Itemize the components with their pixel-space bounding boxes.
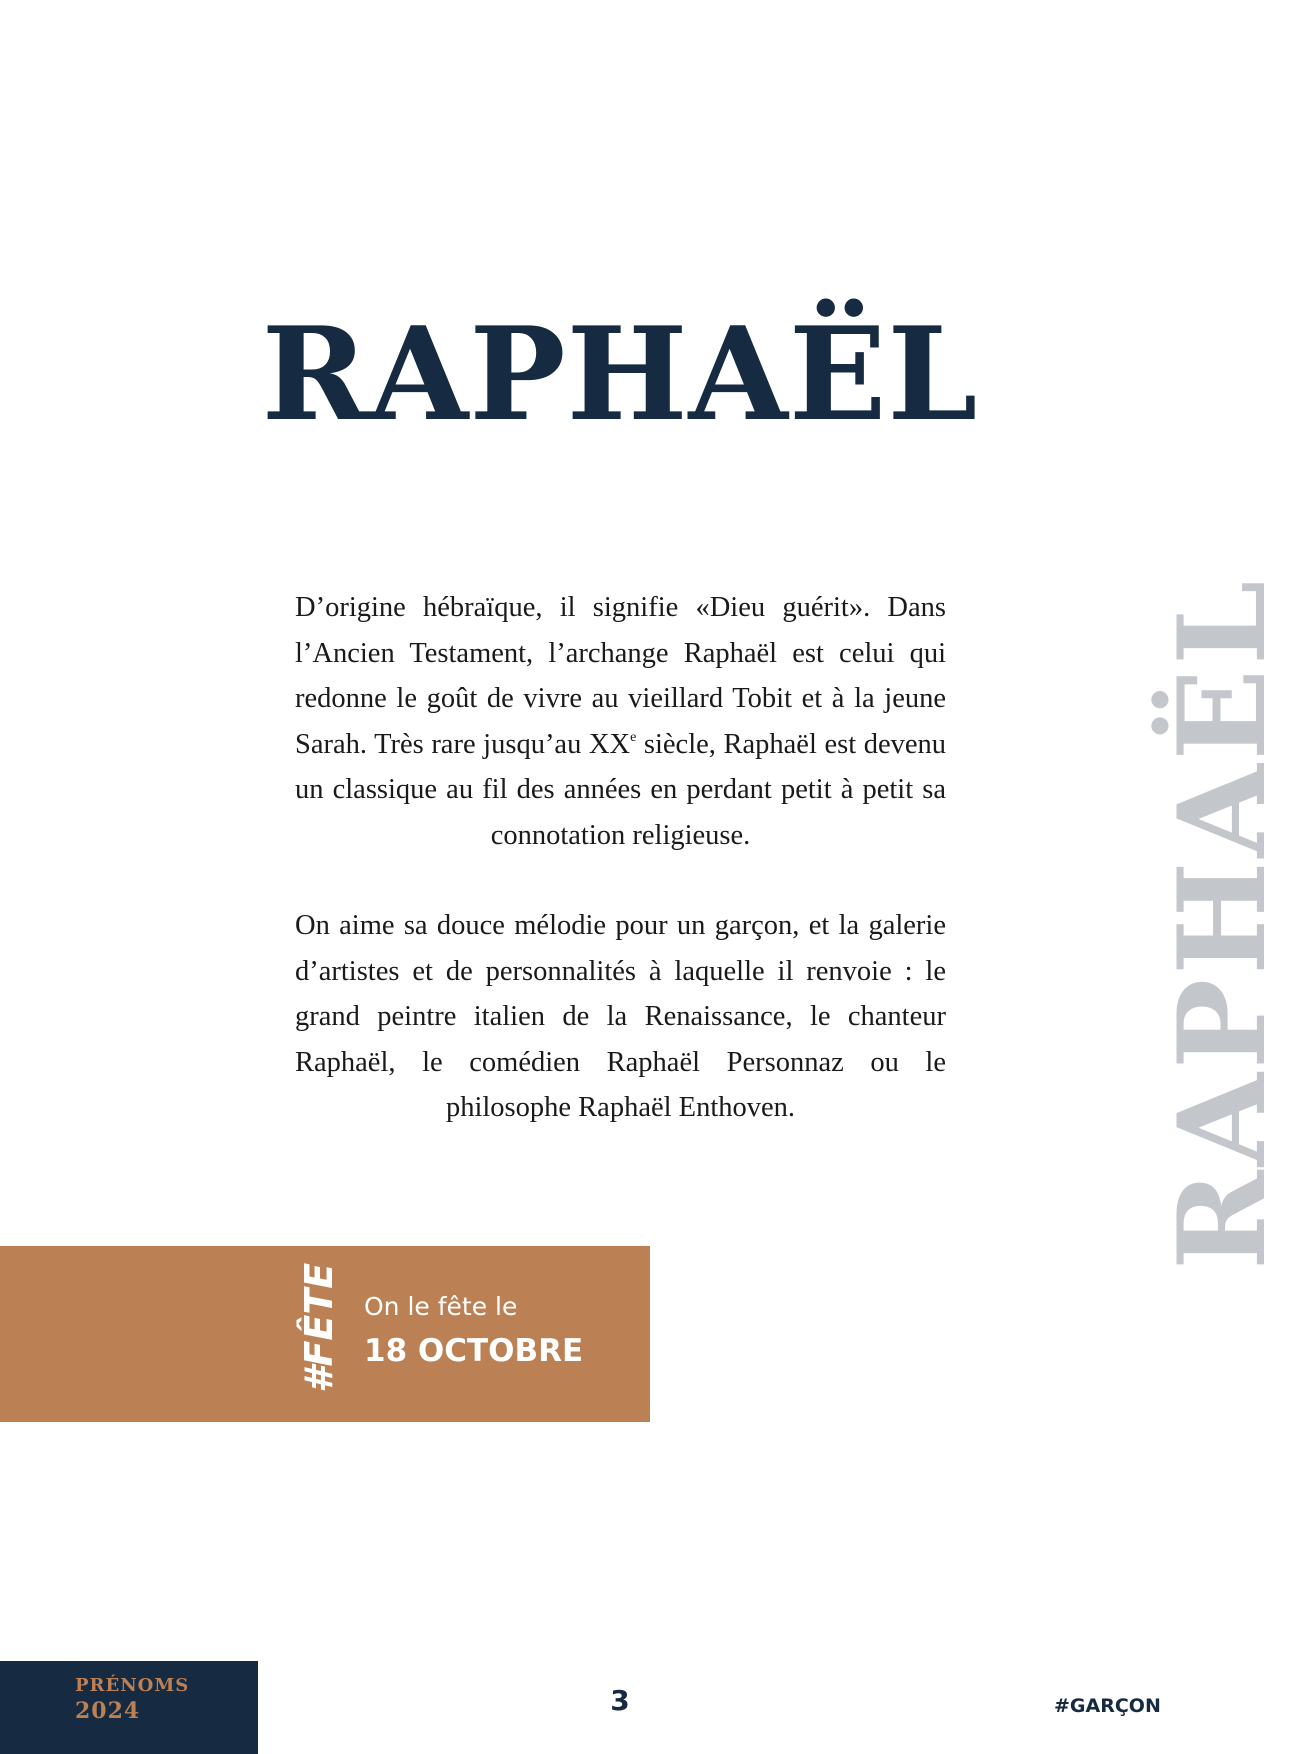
description-origin-text-start: D’origine hébraïque, il signifie «Dieu guérit». Dans l’Ancien Testament, l’archange Raphaël est celui qui redonne le goût de vivre au vieillard Tobit et à la jeune Sarah. Très rare jusqu’au XX [295, 592, 946, 760]
name-description [295, 585, 946, 1176]
description-paragraph-personalities: On aime sa douce mélodie pour un garçon, et la galerie d’artistes et de personnalités à laquelle il renvoie : le grand peintre italien de la Renaissance, le chanteur Raphaël, le comédien Raphaël Personnaz ou le philosophe Raphaël Enthoven. [295, 910, 946, 1123]
century-superscript: e [630, 729, 637, 745]
fete-date: 18 OCTOBRE [364, 1333, 584, 1369]
category-tag: #GARÇON [1054, 1695, 1161, 1717]
footer-brand-year: 2024 [75, 1698, 141, 1724]
vertical-name-watermark: RAPHAËL [1152, 576, 1293, 1270]
page-number: 3 [610, 1684, 630, 1717]
page-title: RAPHAËL [261, 300, 979, 450]
footer-brand [75, 1677, 189, 1722]
fete-hashtag: #FÊTE [297, 1262, 341, 1393]
fete-label: On le fête le [364, 1292, 518, 1321]
description-origin-text-end: siècle, Raphaël est devenu un classique au fil des années en perdant petit à petit sa connotation religieuse. [295, 728, 947, 851]
description-paragraph-origin [295, 585, 946, 858]
footer-brand-title: PRÉNOMS [75, 1675, 190, 1696]
